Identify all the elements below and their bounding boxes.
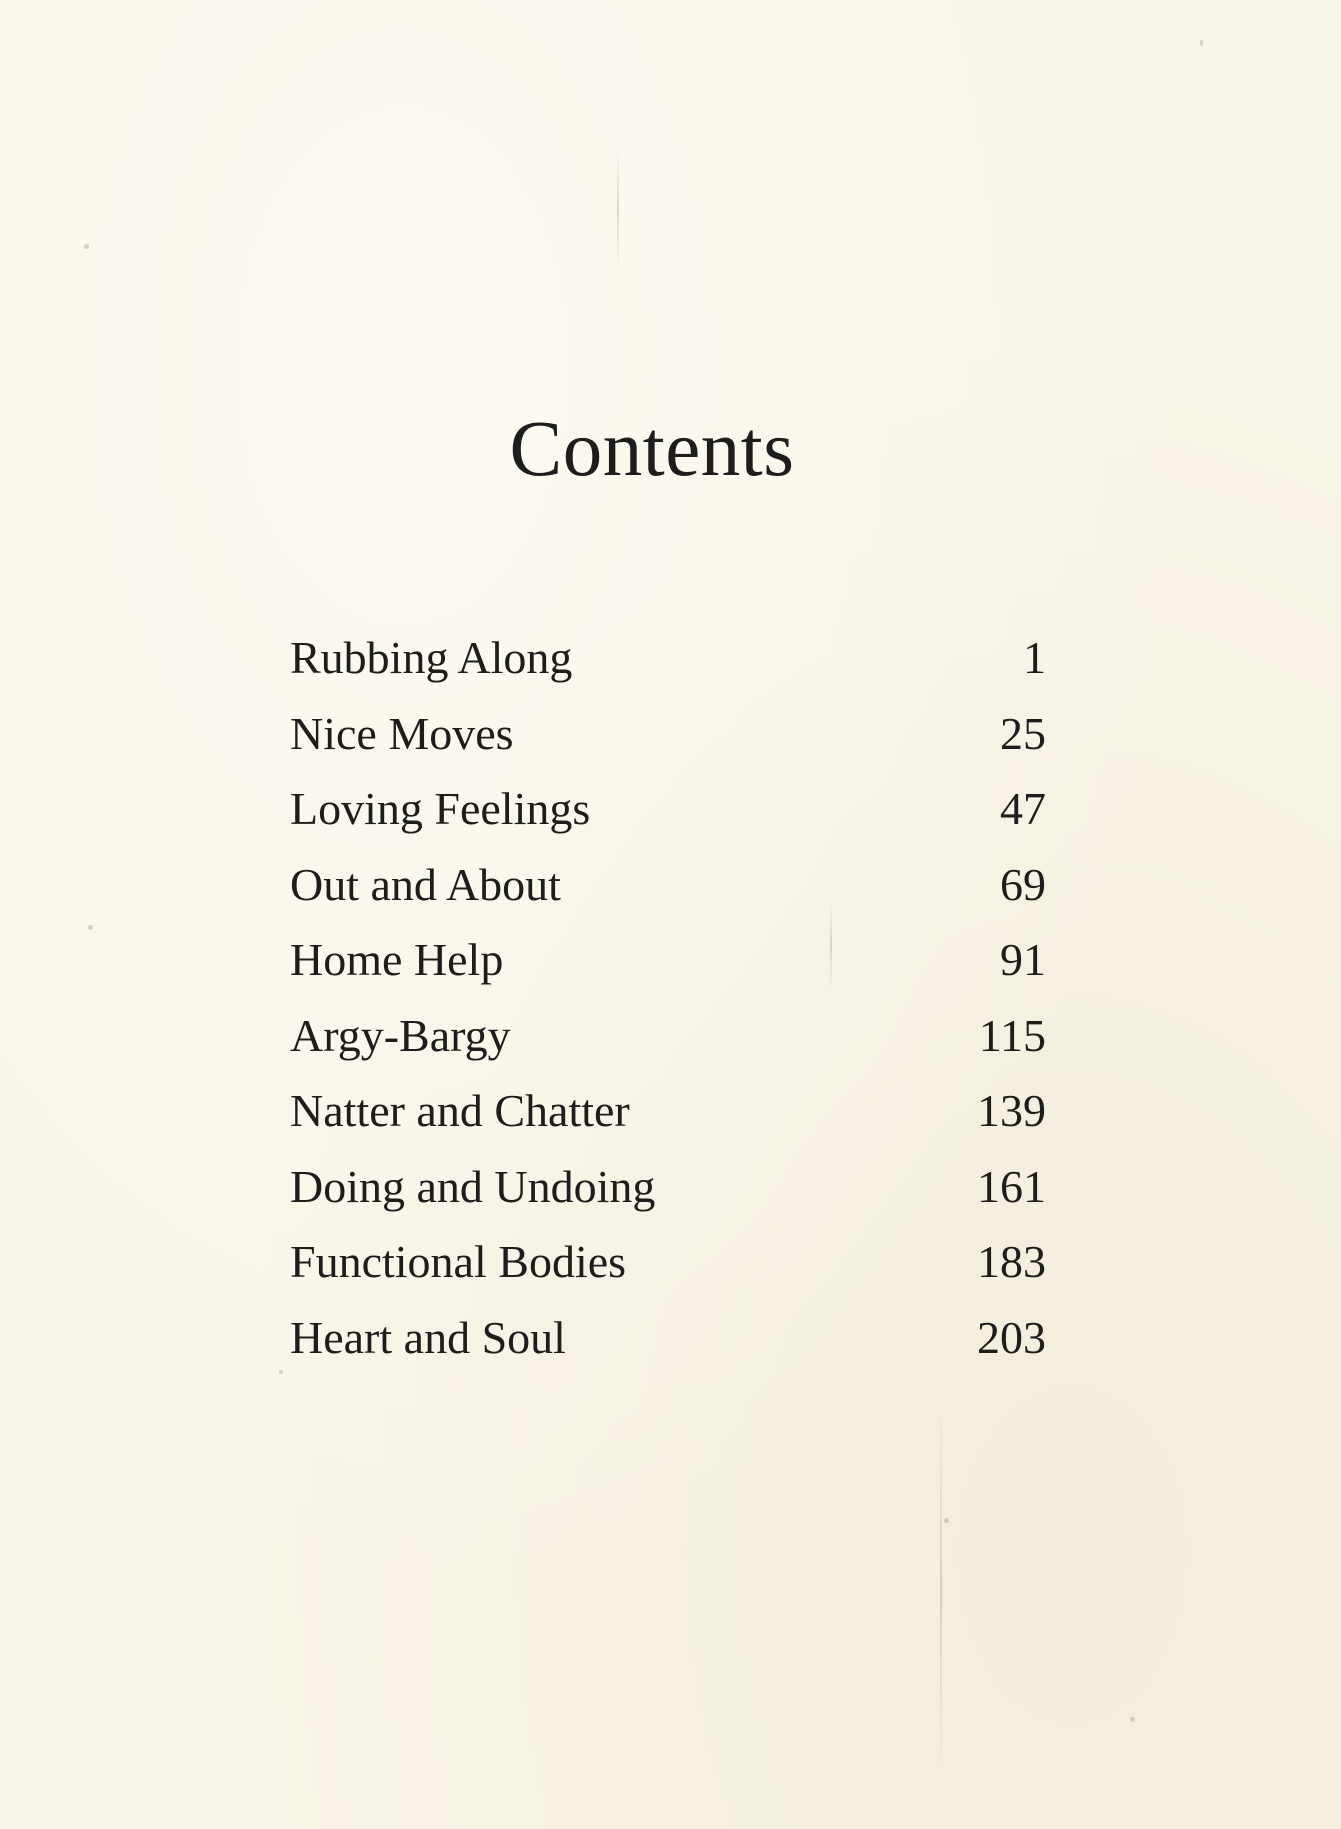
- toc-entry: [290, 998, 1046, 1074]
- toc-entry-page-number: 25: [1000, 707, 1046, 759]
- toc-entry-page-number: 1: [1023, 632, 1046, 683]
- toc-entry: [290, 1300, 1046, 1376]
- toc-entry-title: Functional Bodies: [290, 1236, 627, 1287]
- toc-entry: [290, 1224, 1046, 1300]
- toc-entry: [290, 1149, 1046, 1225]
- paper-crease: [617, 150, 619, 270]
- toc-entry-page-number: 91: [1000, 934, 1046, 985]
- table-of-contents: [290, 620, 1046, 1375]
- paper-speck: [88, 925, 93, 930]
- toc-entry: [290, 696, 1046, 772]
- toc-entry: [290, 620, 1046, 696]
- toc-entry-title: Home Help: [290, 934, 504, 985]
- toc-entry-title: Natter and Chatter: [290, 1085, 630, 1136]
- toc-entry-page-number: 203: [977, 1311, 1046, 1363]
- toc-entry-page-number: 47: [1000, 783, 1046, 834]
- paper-speck: [84, 244, 89, 249]
- toc-entry-page-number: 183: [977, 1236, 1046, 1287]
- toc-entry: [290, 847, 1046, 923]
- toc-entry-page-number: 139: [977, 1085, 1046, 1136]
- toc-entry-page-number: 69: [1000, 858, 1046, 910]
- toc-entry-title: Doing and Undoing: [290, 1160, 656, 1212]
- toc-entry-title: Argy-Bargy: [290, 1009, 511, 1061]
- toc-entry-page-number: 161: [977, 1160, 1046, 1212]
- paper-crease: [940, 1400, 942, 1780]
- toc-entry-title: Loving Feelings: [290, 783, 591, 834]
- toc-entry-title: Heart and Soul: [290, 1311, 566, 1363]
- toc-entry: [290, 771, 1046, 847]
- toc-entry-title: Out and About: [290, 858, 561, 910]
- paper-speck: [1130, 1717, 1135, 1722]
- toc-entry-title: Nice Moves: [290, 707, 514, 759]
- paper-speck: [279, 1370, 283, 1374]
- page-title: Contents: [509, 406, 795, 493]
- toc-entry-page-number: 115: [978, 1009, 1046, 1061]
- paper-speck: [1200, 40, 1203, 46]
- paper-speck: [944, 1518, 949, 1523]
- toc-entry: [290, 922, 1046, 998]
- toc-entry-title: Rubbing Along: [290, 632, 573, 683]
- toc-entry: [290, 1073, 1046, 1149]
